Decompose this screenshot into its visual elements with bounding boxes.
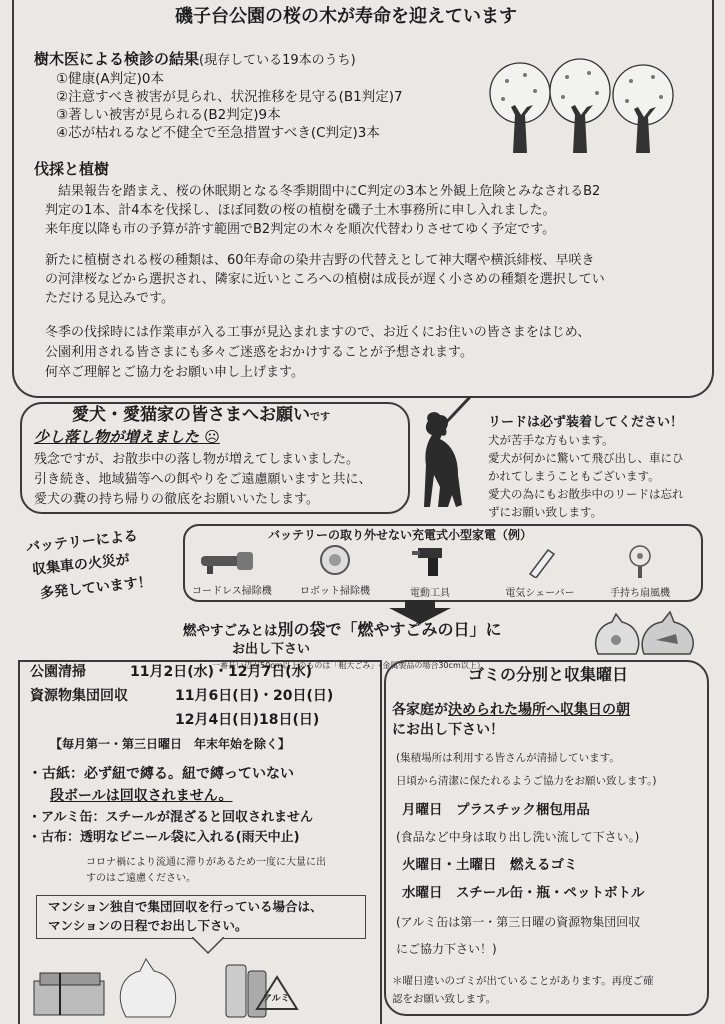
battery-box-title: バッテリーの取り外せない充電式小型家電（例） xyxy=(268,528,533,542)
schedule-title: ゴミの分別と収集曜日 xyxy=(468,665,629,684)
cloth-rule: ・古布：透明なビニール袋に入れる(雨天中止) xyxy=(28,830,300,845)
appliance-label: 電動工具 xyxy=(410,588,450,599)
appliance-label: コードレス掃除機 xyxy=(192,586,272,597)
recycle-dates-nov: 11月6日(日)・20日(日) xyxy=(175,688,334,704)
battery-warning-line2: 収集車の火災が xyxy=(31,551,131,579)
bulky-garbage-note: 一番長い辺が50cm以上のものは「粗大ごみ」（金属製品の場合30cm以上） xyxy=(212,661,485,670)
instruction-part-b: 別の袋 xyxy=(277,620,326,639)
schedule-note1: (集積場所は利用する皆さんが清掃しています。 xyxy=(396,752,620,764)
mansion-line2: マンションの日程でお出し下さい。 xyxy=(48,918,248,933)
park-cleaning-dates: 11月2日(水)・12月7日(水) xyxy=(130,664,313,680)
tuesday-saturday-schedule: 火曜日・土曜日 燃えるゴミ xyxy=(402,857,578,873)
monday-note: (食品など中身は取り出し洗い流して下さい。) xyxy=(396,830,640,844)
plastic-bag-icon xyxy=(120,959,175,1017)
checkup-heading xyxy=(34,50,356,69)
leash-title: リードは必ず装着してください！ xyxy=(488,415,684,430)
para1-line1: 結果報告を踏まえ、桜の休眠期となる冬季期間中にC判定の3本と外観上危険とみなされるB2 xyxy=(58,184,601,199)
leash-line2: 愛犬が何かに驚いて飛び出し、車にひ xyxy=(488,451,684,465)
battery-instruction-end: お出し下さい xyxy=(232,642,311,657)
garbage-bags-illustration xyxy=(592,610,704,658)
aluminum-recycle-mark xyxy=(255,975,299,1019)
appliance-handheld-fan xyxy=(600,544,680,599)
lead-part-a: 各家庭が xyxy=(392,702,448,718)
recycle-dates-dec: 12月4日(日)18日(日) xyxy=(175,712,320,728)
battery-instruction xyxy=(183,620,502,639)
park-cleaning-label: 公園清掃 xyxy=(30,664,86,680)
leash-line5: ずにお願い致します。 xyxy=(488,505,603,519)
para3-line3: 何卒ご理解とご協力をお願い申し上げます。 xyxy=(45,365,304,380)
result-b2: ③著しい被害が見られる(B2判定)9本 xyxy=(56,107,281,123)
pet-body-line1: 残念ですが、お散歩中の落し物が増えてしまいました。 xyxy=(34,452,360,467)
robot-vacuum-icon xyxy=(315,544,355,576)
pet-title-suffix: です xyxy=(310,412,330,423)
monday-schedule: 月曜日 プラスチック梱包用品 xyxy=(402,802,590,818)
result-c: ④芯が枯れるなど不健全で至急措置すべき(C判定)3本 xyxy=(56,125,380,141)
wrong-day-warning2: 認をお願い致します。 xyxy=(392,993,497,1005)
appliance-shaver xyxy=(500,544,580,599)
lead-part-b: 決められた場所へ収集日の朝 xyxy=(448,702,630,718)
pet-subtitle xyxy=(34,428,220,446)
para2-line3: ただける見込みです。 xyxy=(45,291,174,306)
corona-note-line1: コロナ禍により流通に滞りがあるため一度に大量に出 xyxy=(86,857,326,868)
shaver-icon xyxy=(520,544,560,578)
schedule-lead xyxy=(392,702,630,719)
recycle-mark-label: アルミ xyxy=(263,994,290,1004)
schedule-lead-end: にお出し下さい！ xyxy=(392,722,504,738)
mansion-line1: マンション独自で集団回収を行っている場合は、 xyxy=(48,899,323,914)
instruction-part-a: 燃やすごみとは xyxy=(183,623,278,639)
checkup-heading-text: 樹木医による検診の結果 xyxy=(34,50,200,68)
corona-note-line2: すのはご遠慮ください。 xyxy=(86,873,196,884)
newspaper-bundle-icon xyxy=(34,973,104,1015)
appliance-label: ロボット掃除機 xyxy=(300,586,370,597)
aluminum-note2: にご協力下さい！) xyxy=(396,942,497,956)
appliance-cordless-vacuum xyxy=(192,548,272,597)
pet-title-text: 愛犬・愛猫家の皆さまへお願い xyxy=(72,405,310,425)
page-title: 磯子台公園の桜の木が寿命を迎えています xyxy=(175,6,517,27)
felling-heading: 伐採と植樹 xyxy=(34,160,110,178)
wrong-day-warning1: ＊曜日違いのゴミが出ていることがあります。再度ご確 xyxy=(392,975,654,987)
pet-body-line3: 愛犬の糞の持ち帰りの徹底をお願いいたします。 xyxy=(34,492,319,507)
instruction-part-c: で「燃やすごみの日」に xyxy=(325,620,502,639)
appliance-power-tool xyxy=(400,544,460,599)
appliance-label: 電気シェーバー xyxy=(505,588,575,599)
cordless-vacuum-icon xyxy=(197,548,257,576)
appliance-label: 手持ち扇風機 xyxy=(610,588,670,599)
battery-warning-line1: バッテリーによる xyxy=(25,528,139,556)
result-a: ①健康(A判定)0本 xyxy=(56,71,164,87)
para1-line2: 判定の1本、計4本を伐採し、ほぼ同数の桜の植樹を磯子土木事務所に申し入れました。 xyxy=(45,203,556,218)
aluminum-note1: (アルミ缶は第一・第三日曜の資源物集団回収 xyxy=(396,915,641,929)
appliance-robot-vacuum xyxy=(300,544,370,597)
para3-line1: 冬季の伐採時には作業車が入る工事が見込まれますので、お近くにお住いの皆さまをはじめ、 xyxy=(45,325,591,340)
handheld-fan-icon xyxy=(620,544,660,578)
dog-silhouette-icon xyxy=(418,395,478,515)
power-drill-icon xyxy=(410,544,450,578)
result-b1: ②注意すべき被害が見られ、状況推移を見守る(B1判定)7 xyxy=(56,89,403,105)
para2-line2: の河津桜などから選択され、隣家に近いところへの植樹は成長が遅く小さめの種類を選択してい xyxy=(45,272,605,287)
pet-subtitle-text: 少し落し物が増えました xyxy=(34,428,200,446)
leash-line1: 犬が苦手な方もいます。 xyxy=(488,433,614,447)
pet-body-line2: 引き続き、地域猫等への餌やりをご遠慮願いますと共に、 xyxy=(34,472,372,487)
aluminum-rule: ・アルミ缶：スチールが混ざると回収されません xyxy=(28,810,313,825)
leash-line3: かれてしまうこともございます。 xyxy=(488,469,660,483)
cherry-trees-illustration xyxy=(485,55,685,155)
schedule-note2: 日頃から清潔に保たれるようご協力をお願い致します。) xyxy=(396,775,657,787)
pet-title xyxy=(72,405,330,425)
para3-line2: 公園利用される皆さまにも多々ご迷惑をおかけすることが予想されます。 xyxy=(45,345,473,360)
paper-rule-line2: 段ボールは回収されません。 xyxy=(50,788,233,804)
leash-line4: 愛犬の為にもお散歩中のリードは忘れ xyxy=(488,487,684,501)
sad-face-icon: ☹ xyxy=(199,428,220,446)
checkup-heading-note: (現存している19本のうち) xyxy=(199,53,356,68)
recycle-rule: 【毎月第一・第三日曜日 年末年始を除く】 xyxy=(50,737,291,751)
recycle-collection-label: 資源物集団回収 xyxy=(30,688,128,704)
wednesday-schedule: 水曜日 スチール缶・瓶・ペットボトル xyxy=(402,885,645,901)
recyclables-illustration xyxy=(30,945,280,1021)
battery-warning-line3: 多発しています！ xyxy=(39,574,153,602)
para1-line3: 来年度以降も市の予算が許す範囲でB2判定の木々を順次代替わりさせてゆく予定です。 xyxy=(45,222,556,237)
paper-rule-line1: ・古紙：必ず紐で縛る。紐で縛っていない xyxy=(28,766,294,782)
para2-line1: 新たに植樹される桜の種類は、60年寿命の染井吉野の代替えとして神大曙や横浜緋桜、早咲き xyxy=(45,253,595,268)
